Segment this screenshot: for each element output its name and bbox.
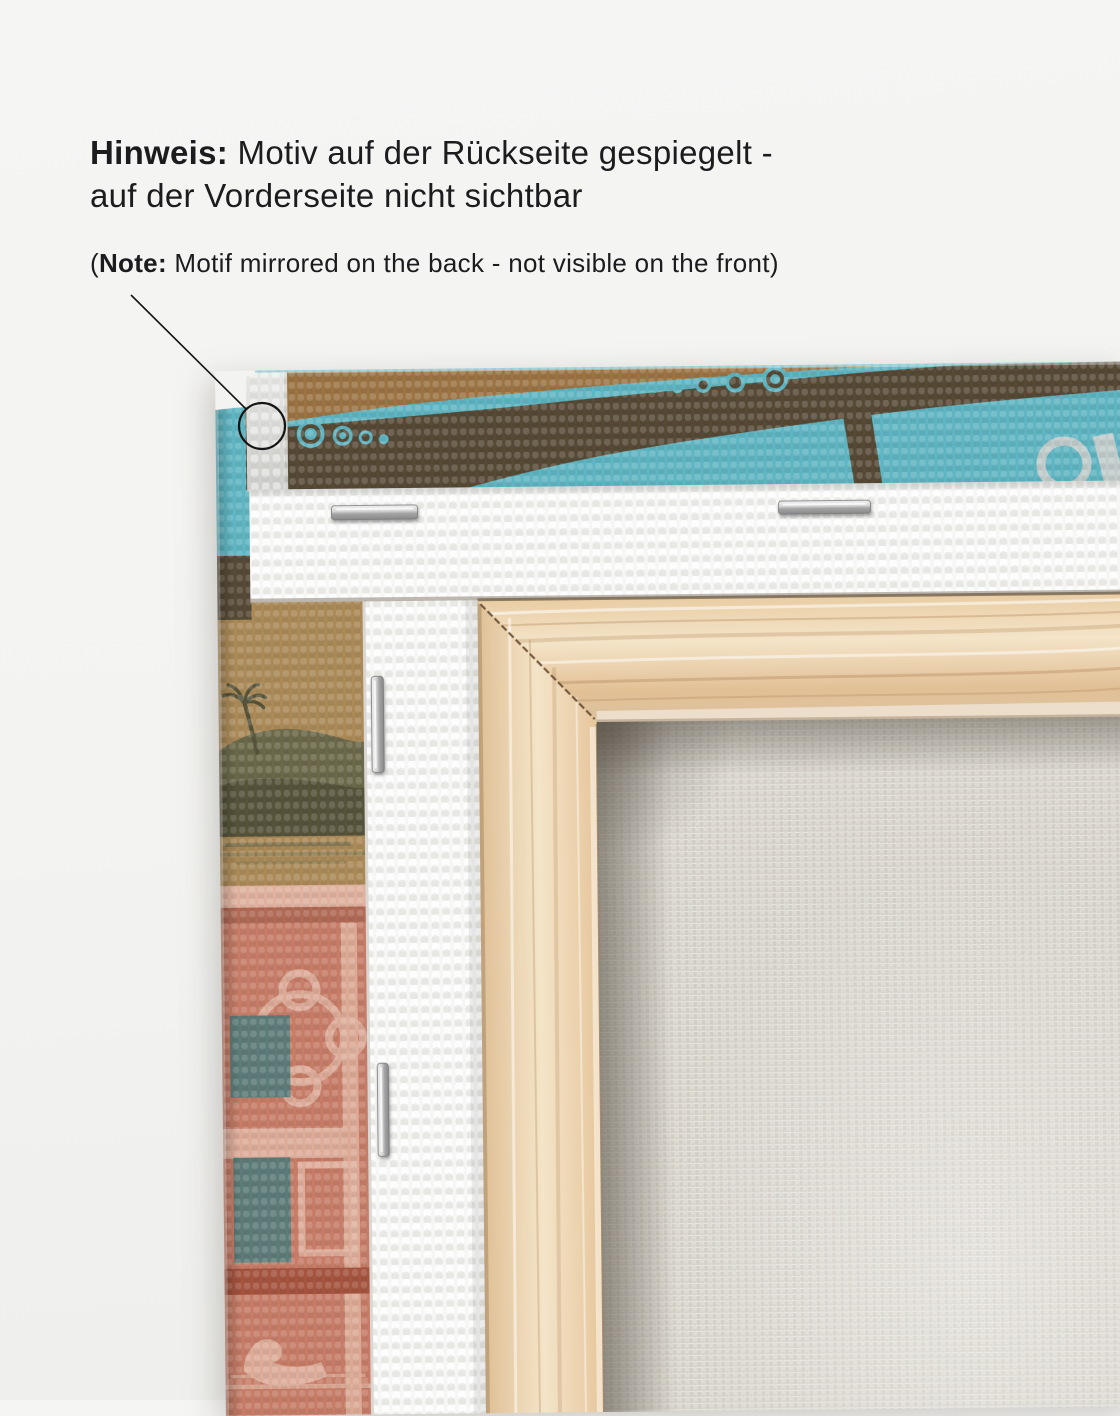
note-english: [90, 246, 779, 280]
staple-left-2: [377, 1063, 389, 1156]
staple-top-2: [778, 500, 870, 514]
canvas-corner-flap: [246, 372, 288, 491]
staple-top-1: [331, 505, 417, 520]
note-german-line2: auf der Vorderseite nicht sichtbar: [90, 177, 583, 214]
canvas-back-photo: [215, 361, 1120, 1415]
note-english-bold: Note:: [98, 248, 167, 278]
staple-left-1: [371, 676, 384, 772]
note-german-line1-rest: Motiv auf der Rückseite gespiegelt -: [228, 134, 773, 171]
note-german: [90, 131, 773, 217]
note-german-bold: Hinweis:: [90, 134, 229, 171]
note-german-line1: [90, 131, 773, 174]
canvas-fold-strip-top: [249, 480, 1120, 602]
inner-canvas-back: [597, 716, 1120, 1412]
canvas-fold-strip-left: [362, 600, 486, 1414]
note-english-rest: Motif mirrored on the back - not visible on the front): [166, 248, 779, 278]
wood-stretcher-bar-vertical: [477, 599, 606, 1413]
note-english-prefix: (: [90, 248, 99, 278]
